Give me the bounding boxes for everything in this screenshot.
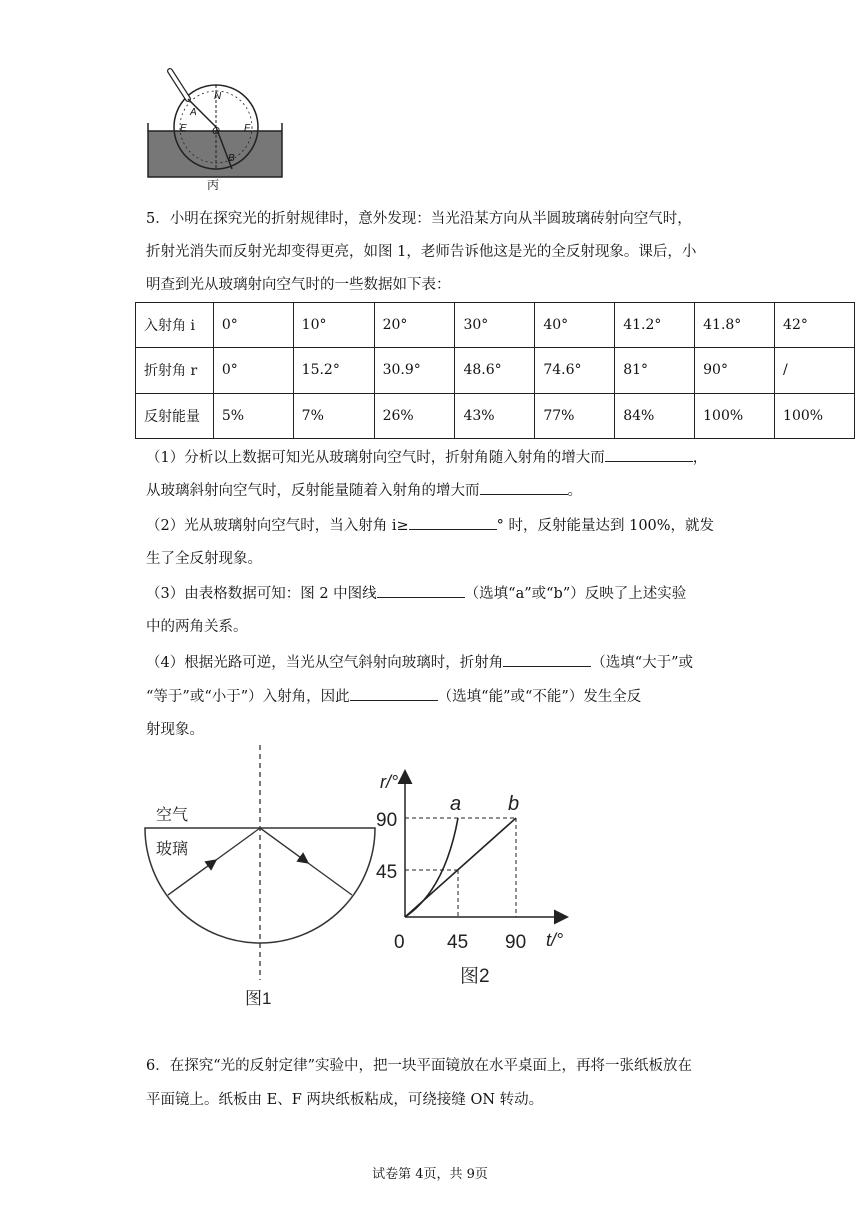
- table-cell: 81°: [615, 348, 695, 393]
- y-axis-label: r/°: [380, 772, 399, 792]
- table-cell: 10°: [293, 303, 374, 348]
- table-cell: 0°: [213, 303, 293, 348]
- air-label: 空气: [156, 807, 189, 824]
- q5-sub4b-end: （选填“能”或“不能”）发生全反: [437, 689, 642, 705]
- label-e: E: [180, 123, 187, 134]
- table-cell: 7%: [293, 393, 374, 438]
- label-f: F: [244, 123, 251, 134]
- figure-1-caption: 图1: [245, 989, 272, 1008]
- curve-b-label: b: [508, 793, 520, 815]
- answer-blank[interactable]: [480, 480, 568, 495]
- q5-sub1-line-1: [146, 447, 707, 468]
- q5-sub2-end: ° 时，反射能量达到 100%，就发: [496, 518, 715, 534]
- table-cell: 30°: [455, 303, 535, 348]
- figure-2-caption: 图2: [460, 966, 490, 987]
- table-cell: 84%: [615, 393, 695, 438]
- q5-sub2-text: （2）光从玻璃射向空气时，当入射角 i≥: [146, 518, 409, 534]
- q5-sub2-line-1: [146, 515, 714, 536]
- row-header: 入射角 i: [136, 303, 214, 348]
- curve-a-label: a: [450, 793, 462, 815]
- q5-sub3-end: （选填“a”或“b”）反映了上述实验: [464, 586, 687, 602]
- q5-sub4b-text: “等于”或“小于”）入射角，因此: [146, 689, 350, 705]
- answer-blank[interactable]: [503, 652, 591, 667]
- table-cell: 15.2°: [293, 348, 374, 393]
- table-cell: 26%: [374, 393, 455, 438]
- row-header: 折射角 r: [136, 348, 214, 393]
- table-cell: /: [775, 348, 855, 393]
- water-tank: [148, 131, 282, 177]
- table-row: [136, 348, 855, 393]
- row-header: 反射能量: [136, 393, 214, 438]
- q5-sub1-text: （1）分析以上数据可知光从玻璃射向空气时，折射角随入射角的增大而: [146, 450, 605, 466]
- q6-line-1: 6．在探究“光的反射定律”实验中，把一块平面镜放在水平桌面上，再将一张纸板放在: [146, 1058, 693, 1074]
- answer-blank[interactable]: [409, 515, 497, 530]
- figure-1: [130, 740, 380, 1020]
- figure-caption: 丙: [207, 178, 220, 192]
- q6-line-2: 平面镜上。纸板由 E、F 两块纸板粘成，可绕接缝 ON 转动。: [146, 1092, 544, 1108]
- y-tick-label: 45: [376, 862, 398, 883]
- table-cell: 40°: [535, 303, 615, 348]
- x-tick-label: 0: [394, 932, 405, 953]
- label-a: A: [190, 107, 197, 118]
- q5-sub1-end: ，: [692, 450, 708, 466]
- curve-a: [405, 818, 458, 917]
- x-axis-label: t/°: [546, 930, 564, 950]
- figure-2: [370, 760, 590, 990]
- q5-intro-line-3: 明查到光从玻璃射向空气时的一些数据如下表：: [146, 277, 451, 293]
- q5-sub3-line-2: 中的两角关系。: [146, 619, 248, 635]
- x-tick-label: 90: [505, 932, 527, 953]
- laser-pen-icon: [170, 71, 188, 99]
- table-cell: 100%: [695, 393, 775, 438]
- q5-sub4-line-3: 射现象。: [146, 722, 204, 738]
- table-cell: 41.8°: [695, 303, 775, 348]
- table-cell: 90°: [695, 348, 775, 393]
- q5-sub4-end: （选填“大于”或: [591, 655, 694, 671]
- q5-sub4-text: （4）根据光路可逆，当光从空气斜射向玻璃时，折射角: [146, 655, 504, 671]
- x-tick-label: 45: [447, 932, 469, 953]
- q5-sub1b-end: 。: [567, 483, 582, 499]
- table-cell: 41.2°: [615, 303, 695, 348]
- table-cell: 20°: [374, 303, 455, 348]
- glass-label: 玻璃: [156, 841, 189, 858]
- q5-intro-line-2: 折射光消失而反射光却变得更亮，如图 1，老师告诉他这是光的全反射现象。课后，小: [146, 244, 697, 260]
- table-row: [136, 303, 855, 348]
- q5-sub3-text: （3）由表格数据可知：图 2 中图线: [146, 586, 377, 602]
- label-o: O: [212, 126, 220, 137]
- table-cell: 74.6°: [535, 348, 615, 393]
- table-cell: 48.6°: [455, 348, 535, 393]
- table-cell: 0°: [213, 348, 293, 393]
- table-cell: 42°: [775, 303, 855, 348]
- q5-sub3-line-1: [146, 583, 686, 604]
- table-cell: 5%: [213, 393, 293, 438]
- q5-sub4-line-1: [146, 652, 693, 673]
- y-tick-label: 90: [376, 810, 398, 831]
- figure-bing: [140, 65, 300, 195]
- table-cell: 100%: [775, 393, 855, 438]
- answer-blank[interactable]: [377, 583, 465, 598]
- data-table: [135, 302, 855, 439]
- table-row: [136, 393, 855, 438]
- table-cell: 77%: [535, 393, 615, 438]
- q5-sub4-line-2: [146, 686, 641, 707]
- table-cell: 43%: [455, 393, 535, 438]
- q5-intro-line-1: 5．小明在探究光的折射规律时，意外发现：当光沿某方向从半圆玻璃砖射向空气时，: [146, 211, 692, 227]
- q5-sub2-line-2: 生了全反射现象。: [146, 551, 262, 567]
- answer-blank[interactable]: [350, 686, 438, 701]
- label-n: N: [214, 91, 222, 102]
- table-cell: 30.9°: [374, 348, 455, 393]
- page-footer: 试卷第 4页，共 9页: [372, 1167, 488, 1182]
- q5-sub1b-text: 从玻璃斜射向空气时，反射能量随着入射角的增大而: [146, 483, 480, 499]
- answer-blank[interactable]: [605, 447, 693, 462]
- q5-sub1-line-2: [146, 480, 582, 501]
- label-b: B: [228, 153, 235, 164]
